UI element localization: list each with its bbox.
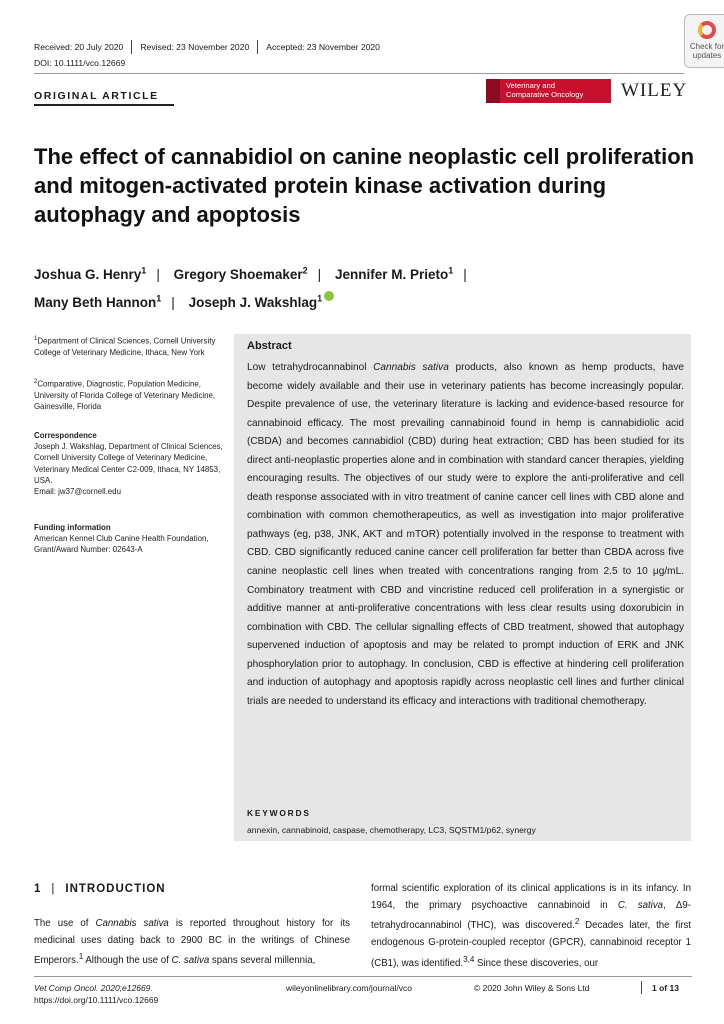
- accepted-date: Accepted: 23 November 2020: [266, 42, 380, 52]
- divider: [257, 40, 258, 54]
- author-name[interactable]: Jennifer M. Prieto$^1$: [334, 265, 454, 282]
- article-type: ORIGINAL ARTICLE: [34, 90, 159, 102]
- author-name[interactable]: Joseph J. Wakshlag$^1$: [188, 293, 323, 310]
- abstract-text: Low tetrahydrocannabinol Cannabis sativa products, also known as hemp products, have become widely available and their use in veterinary patients has become increasingly popular. Despite prevalence of use, the veterinary literature is lacking and evidence-based resource for cannabinoid efficacy. The most prevailing cannabinoid found in hemp is cannabidiolic acid (CBDA) and becomes cannabidiol (CBD) during heat extraction; CBD has been studied for its direct anti-neoplastic properties alone and in combination with standard cancer therapies, yielding encouraging results. The objectives of our study were to explore the anti-proliferative and cell death response associated with in vitro treatment of canine cancer cell lines with CBD alone and combination with common chemotherapeutics, as well as investigation into major proliferative pathways (eg, p38, JNK, AKT and mTOR) potentially involved in the response to treatment with CBD. CBD significantly reduced canine cancer cell proliferation far better than CBDA across five canine neoplastic cell lines when treated with concentrations ranging from 2.5 to 10 μg/mL. Combinatory treatment with CBD and vincristine reduced cell proliferation in a synergistic or additive manner at anti-proliferative concentrations with less clear results using doxorubicin in combination with CBD. The cellular signalling effects of CBD treatment, showed that autophagy supervened induction of apoptosis and may be related to prompt induction of ERK and JNK phosphorylation prior to autophagy. In conclusion, CBD is effective at hindering cell proliferation and induction of autophagy and apoptosis rapidly across neoplastic cell lines and further clinical trials are needed to understand its efficacy and interactions with traditional chemotherapy.: [247, 362, 684, 707]
- section-heading-introduction: 1 | INTRODUCTION: [34, 883, 166, 895]
- journal-name-line2: Comparative Oncology: [506, 89, 584, 99]
- intro-paragraph-right: formal scientific exploration of its clinical applications is in its infancy. In 1964, the primary psychoactive cannabinoid in C. sativa, Δ9-tetrahydrocannabinol (THC), was discovered.$^2$ Decades later, the first endogenous G-protein-coupled receptor (GPCR), cannabinoid receptor 1 (CB1), was identified.$^{3,4}$ Since these discoveries, our: [371, 883, 692, 969]
- page-number: 1 of 13: [652, 983, 679, 993]
- author-name[interactable]: Joshua G. Henry$^1$: [34, 265, 147, 282]
- author-list: Joshua G. Henry$^1$ | Gregory Shoemaker$^2$ | Jennifer M. Prieto$^1$ | Many Beth Hannon$^1$ | Joseph J. Wakshlag$^1$: [34, 265, 467, 310]
- correspondence-heading: Correspondence: [34, 431, 97, 440]
- funding-info: Funding information American Kennel Club Canine Health Foundation, Grant/Award Number: 02643-A: [34, 522, 234, 556]
- revised-date: Revised: 23 November 2020: [140, 42, 250, 52]
- affiliation-2: $^2$Comparative, Diagnostic, Population Medicine, University of Florida College of Veterinary Medicine, Gainesville, Florida: [34, 379, 216, 412]
- footer-rule: [34, 976, 692, 977]
- received-date: Received: 20 July 2020: [34, 42, 124, 52]
- publication-dates: [34, 40, 380, 54]
- intro-paragraph-left: The use of Cannabis sativa is reported throughout history for its medicinal uses dating back to 2900 BC in the writings of Chinese Emperors.$^1$ Although the use of C. sativa spans several millennia,: [34, 918, 350, 967]
- publisher-logo: WILEY: [621, 80, 688, 101]
- divider: [641, 981, 642, 994]
- author-name[interactable]: Many Beth Hannon$^1$: [34, 293, 162, 310]
- keywords-heading: KEYWORDS: [247, 808, 311, 818]
- crossmark-icon: [698, 21, 716, 39]
- journal-logo-stripe: [486, 79, 500, 103]
- correspondence-email[interactable]: Email: jw37@cornell.edu: [34, 487, 121, 497]
- correspondence: Correspondence Joseph J. Wakshlag, Department of Clinical Sciences, Cornell University College of Veterinary Medicine, Veterinary Medical Center C2-009, Ithaca, NY 14853, USA. Email: jw37@cornell.edu: [34, 430, 234, 497]
- author-name[interactable]: Gregory Shoemaker$^2$: [173, 265, 308, 282]
- footer-copyright: © 2020 John Wiley & Sons Ltd: [474, 983, 590, 993]
- funding-heading: Funding information: [34, 523, 111, 532]
- abstract-heading: Abstract: [247, 340, 292, 352]
- journal-logo[interactable]: [486, 79, 611, 103]
- crossmark-badge[interactable]: [684, 14, 724, 68]
- footer-site-link[interactable]: wileyonlinelibrary.com/journal/vco: [286, 983, 412, 993]
- affiliation-1: $^1$Department of Clinical Sciences, Cornell University College of Veterinary Medicine, Ithaca, New York: [34, 336, 216, 357]
- article-type-underline: [34, 104, 174, 106]
- footer-citation: Vet Comp Oncol. 2020;e12669. https://doi.org/10.1111/vco.12669: [34, 983, 159, 1005]
- keywords-list: annexin, cannabinoid, caspase, chemotherapy, LC3, SQSTM1/p62, synergy: [247, 825, 536, 835]
- divider: [131, 40, 132, 54]
- doi[interactable]: DOI: 10.1111/vco.12669: [34, 58, 126, 68]
- orcid-icon[interactable]: [324, 291, 334, 301]
- header-rule: [34, 73, 684, 74]
- article-title: The effect of cannabidiol on canine neoplastic cell proliferation and mitogen-activated protein kinase activation during autophagy and apoptosis: [34, 144, 695, 227]
- journal-name-line1: Veterinary and: [506, 81, 555, 90]
- footer-doi-link[interactable]: https://doi.org/10.1111/vco.12669: [34, 995, 159, 1005]
- crossmark-label: Check for updates: [689, 42, 724, 60]
